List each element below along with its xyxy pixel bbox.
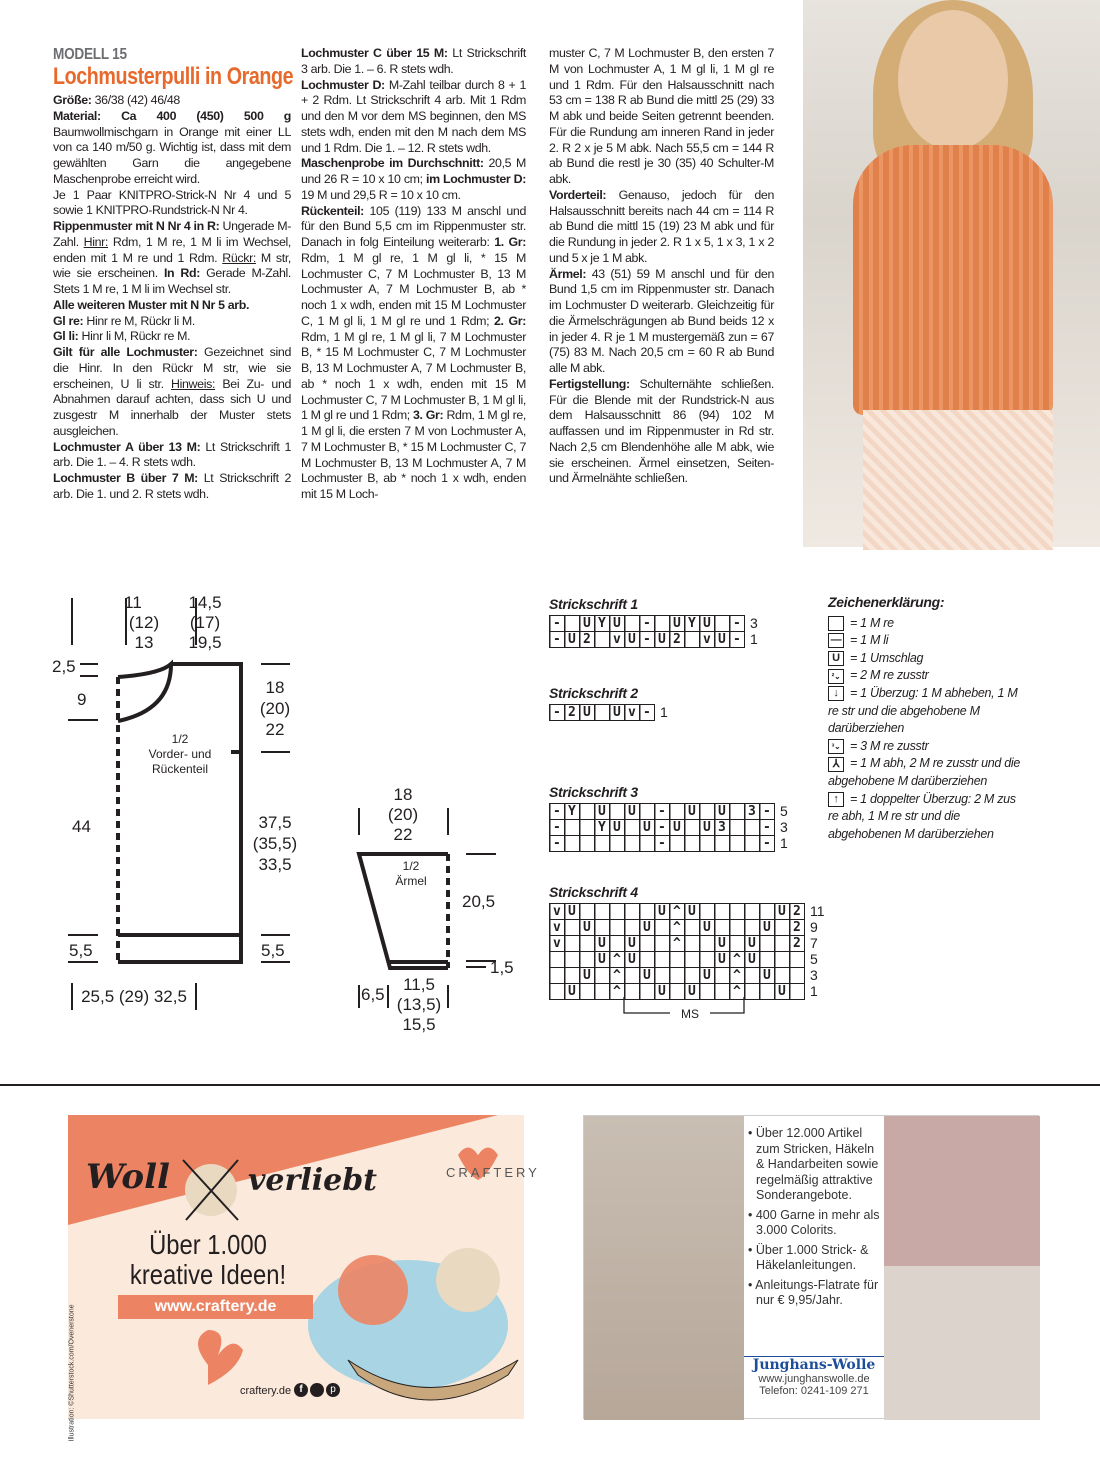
legend-text: = 1 M abh, 2 M re zusstr und die abgehobene M darüberziehen (828, 756, 1021, 788)
knitting-chart-row: -Y U U - U U 3- (549, 803, 775, 819)
rib-left: 5,5 (69, 941, 93, 960)
paragraph-text: Lt Strickschrift 2 arb. Die 1. und 2. R stets wdh. (53, 471, 292, 501)
armhole-3: 22 (265, 720, 285, 739)
sleeve-label-2: Ärmel (395, 874, 427, 888)
model-number: MODELL 15 (53, 46, 127, 63)
knitting-chart-row: -U2 vU-U2 vU- (549, 631, 745, 648)
paragraph-text: Hinweis: (171, 376, 216, 391)
knitting-chart-row: v U U ^ U U 2 (549, 935, 805, 951)
paragraph-heading: Lochmuster D: (301, 77, 385, 92)
legend-item (828, 650, 1028, 668)
side-length-1: 37,5 (258, 813, 292, 832)
paragraph (549, 46, 774, 188)
paragraph (53, 345, 291, 440)
paragraph-heading: In Rd: (163, 266, 200, 281)
paragraph-text: Schulternähte schließen. Für die Blende mit der Rundstrick-N aus dem Halsausschnitt 86 (94) 102 M auffassen und im Rippenmuster in Rd str. Nach 2,5 cm Blendenhöhe alle M abk, wie sie erscheinen. Ärmel einsetzen, Seiten- und Ärmelnähte schließen. (549, 376, 774, 486)
legend-item (828, 755, 1028, 790)
ad-photo-knitting (884, 1116, 1040, 1266)
shoulder-width-1: 11 (124, 593, 142, 612)
legend-item (828, 791, 1028, 844)
legend-title: Zeichenerklärung: (828, 594, 945, 610)
side-length-2: (35,5) (252, 834, 298, 853)
legend-symbol-icon: ⅄ (828, 757, 844, 772)
sleeve-rib: 1,5 (490, 958, 514, 977)
paragraph-text: Baumwollmischgarn in Orange mit einer LL von ca 140 m/50 g. Wichtig ist, dass mit dem gewählten Garn die angegebene Maschenprobe erreicht wird. (53, 124, 291, 186)
ad-bullet: • Anleitungs-Flatrate für nur € 9,95/Jahr. (748, 1277, 879, 1307)
piece-label-1: 1/2 (171, 732, 189, 746)
paragraph-text: Ungerade M-Zahl. (53, 219, 292, 249)
legend-item (828, 615, 1028, 633)
ad-url-link[interactable]: www.craftery.de (118, 1295, 313, 1319)
paragraph-heading: Fertigstellung: (549, 376, 630, 391)
paragraph-heading: 2. Gr: (494, 313, 527, 328)
pinterest-icon[interactable]: p (326, 1383, 340, 1397)
chart-title: Strickschrift 3 (549, 784, 638, 800)
sleeve-top-1: 18 (393, 785, 413, 804)
legend-text: = 1 M re (850, 615, 894, 630)
model-photo (803, 0, 1100, 547)
legend-text: = 1 Überzug: 1 M abheben, 1 M re str und die abgehobene M darüberziehen (828, 685, 1018, 736)
paragraph-text: Lt Strickschrift 3 arb. Die 1. – 6. R stets wdh. (301, 46, 527, 76)
sleeve-top-3: 22 (393, 825, 413, 844)
knitting-chart-row: -2U Uv- (549, 704, 655, 721)
paragraph-text: Hinr re M, Rückr li M. (86, 313, 195, 328)
paragraph-text: 36/38 (42) 46/48 (94, 93, 180, 107)
pattern-title: Lochmusterpulli in Orange (53, 63, 294, 90)
paragraph (53, 109, 291, 188)
sleeve-bottom-1: 11,5 (403, 975, 435, 994)
page-divider (0, 1084, 1100, 1086)
row-number: 11 (810, 903, 825, 919)
body-length: 44 (72, 817, 91, 836)
knitting-chart-row: - YU U-U U3 - (549, 819, 775, 835)
symbol-legend (828, 594, 1028, 843)
ad-headline-verliebt: verliebt (248, 1163, 378, 1198)
paragraph-text: Genauso, jedoch für den Halsausschnitt bereits nach 44 cm = 114 R ab Bund die mittl 15 (19) 23 M abk und für die Rundung in jeder 2. R 1 x 5, 1 x 3, 1 x 2 und 5 x je 1 M abk. (549, 187, 775, 265)
paragraph-text: 20,5 M und 26 R = 10 x 10 cm; (301, 156, 526, 186)
knitting-chart-row: - UYU - UYU - (549, 615, 745, 631)
row-number: 3 (810, 967, 818, 983)
paragraph-heading: Rippenmuster mit N Nr 4 in R: (53, 219, 220, 233)
paragraph-heading: Maschenprobe im Durchschnitt: (301, 156, 484, 171)
legend-symbol-icon: ↓ (828, 686, 844, 701)
paragraph-heading: Alle weiteren Muster mit N Nr 5 arb. (53, 297, 250, 312)
legend-text: = 1 M li (850, 633, 889, 648)
paragraph-heading: Größe: (53, 93, 92, 107)
legend-text: = 2 M re zusstr (850, 668, 929, 683)
ad-headline-woll: Woll (86, 1157, 170, 1197)
paragraph-text: 105 (119) 133 M anschl und für den Bund 5,5 cm im Rippenmuster str. Danach in folg Einteilung weiterarb: (301, 203, 526, 249)
row-number: 5 (780, 803, 788, 819)
legend-symbol-icon: U (828, 651, 844, 666)
row-number: 1 (810, 983, 818, 999)
neck-width-2: (17) (189, 613, 221, 632)
paragraph (53, 298, 291, 314)
paragraph (53, 471, 291, 503)
ad-footer-url[interactable]: craftery.de (240, 1385, 292, 1397)
facebook-icon[interactable]: f (294, 1383, 308, 1397)
paragraph-text: Rdm, 1 M re, 1 M li im Wechsel, enden mit 1 M re und 1 Rdm. (53, 234, 292, 265)
paragraph-text: Rückr: (222, 250, 256, 265)
heart-icon (198, 1330, 243, 1385)
paragraph-heading: Ärmel: (549, 266, 587, 281)
paragraph (53, 440, 291, 472)
sleeve-bottom-2: (13,5) (396, 995, 442, 1014)
chart-title: Strickschrift 2 (549, 685, 638, 701)
knitting-chart-row: - - - (549, 835, 775, 852)
junghans-logo: Junghans-Wolle (744, 1356, 884, 1373)
legend-symbol-icon: — (828, 633, 844, 648)
row-number: 1 (660, 704, 668, 720)
paragraph (549, 188, 774, 267)
ad-photo-yarn (884, 1266, 1040, 1420)
illustration-credit: Illustration: ©Shutterstock.com/Ovenerstone (68, 1304, 76, 1442)
paragraph (301, 46, 526, 78)
neck-depth-back: 2,5 (52, 657, 76, 676)
neck-width-1: 14,5 (188, 593, 222, 612)
junghans-wolle-ad[interactable] (583, 1115, 1039, 1419)
neck-depth-front: 9 (77, 690, 87, 709)
chart-title: Strickschrift 1 (549, 596, 638, 612)
row-number: 1 (780, 835, 788, 851)
paragraph (549, 377, 774, 487)
paragraph-text: Je 1 Paar KNITPRO-Strick-N Nr 4 und 5 sowie 1 KNITPRO-Rundstrick-N Nr 4. (53, 187, 291, 218)
paragraph-text: Gezeichnet sind die Hinr. In den Rückr M str, wie sie erscheinen, U li str. (53, 345, 292, 391)
paragraph-heading: Gl re: (53, 313, 84, 328)
paragraph-text: Hinr li M, Rückr re M. (81, 329, 191, 344)
paragraph-text: Rdm, 1 M gl re, 1 M gl li, * 15 M Lochmuster C, 7 M Lochmuster B, 13 M Lochmuster A, 7 M Lochmuster B, ab * noch 1 x wdh, enden mit 15 M Lochmuster C, 1 M gl li, 1 M gl re und 1 Rdm; (301, 250, 526, 328)
legend-symbol-icon (828, 616, 844, 631)
instagram-icon[interactable] (310, 1383, 324, 1397)
paragraph-text: 19 M und 29,5 R = 10 x 10 cm. (301, 187, 461, 202)
paragraph (53, 219, 291, 298)
paragraph-text: Lt Strickschrift 1 arb. Die 1. – 4. R stets wdh. (53, 439, 291, 470)
pattern-repeat-bracket (620, 997, 770, 1027)
body-width: 25,5 (29) 32,5 (81, 987, 187, 1006)
knitting-chart-row: U ^ U U ^ U (549, 983, 805, 1000)
body-schematic (45, 590, 298, 1020)
shoulder-width-3: 13 (134, 633, 154, 652)
paragraph-heading: Gilt für alle Lochmuster: (53, 345, 198, 359)
shoulder-width-2: (12) (128, 613, 160, 632)
side-length-3: 33,5 (258, 855, 292, 874)
paragraph (301, 204, 526, 503)
junghans-phone: Telefon: 0241-109 271 (759, 1385, 869, 1397)
ad-bullet: • Über 1.000 Strick- & Häkelanleitungen. (748, 1242, 869, 1272)
legend-text: = 1 Umschlag (850, 650, 924, 665)
legend-item (828, 667, 1028, 685)
chart-title: Strickschrift 4 (549, 884, 638, 900)
armhole-2: (20) (259, 699, 291, 718)
text-column-3 (549, 46, 774, 487)
legend-symbol-icon: ³⌄ (828, 739, 844, 754)
ad-claim-2: kreative Ideen! (129, 1259, 287, 1290)
knitting-chart-row: vU U^U U2 (549, 903, 805, 919)
sleeve-top-2: (20) (387, 805, 419, 824)
paragraph (301, 78, 526, 157)
pattern-repeat-label: MS (681, 1007, 699, 1021)
piece-label-3: Rückenteil (151, 762, 209, 776)
sleeve-schematic (345, 780, 525, 1040)
sleeve-label-1: 1/2 (402, 859, 420, 873)
row-number: 7 (810, 935, 818, 951)
paragraph-heading: Gl li: (53, 329, 79, 344)
paragraph-text: Hinr: (83, 234, 109, 249)
legend-symbol-icon: ↑ (828, 792, 844, 807)
armhole-1: 18 (265, 678, 285, 697)
sleeve-offset: 6,5 (361, 985, 385, 1004)
row-number: 3 (750, 615, 758, 631)
row-number: 5 (810, 951, 818, 967)
paragraph-heading: Lochmuster B über 7 M: (53, 471, 198, 485)
paragraph-heading: Material: Ca 400 (450) 500 g (53, 108, 291, 123)
craftery-ad[interactable] (68, 1115, 540, 1442)
paragraph-heading: 1. Gr: (494, 235, 527, 249)
paragraph-heading: Lochmuster C über 15 M: (301, 46, 448, 60)
paragraph-heading: 3. Gr: (413, 408, 444, 423)
piece-label-2: Vorder- und (148, 747, 212, 761)
paragraph (549, 267, 774, 377)
paragraph-text: M str, wie sie erscheinen. (53, 250, 291, 281)
text-column-2 (301, 46, 526, 503)
paragraph-text: muster C, 7 M Lochmuster B, den ersten 7 M von Lochmuster A, 1 M gl li, 1 M gl re und 1 Rdm. Für den Halsausschnitt nach 53 cm = 138 R ab Bund die mittl 25 (29) 33 M abk und beide Seiten getrennt beenden. Für die Rundung am inneren Rand in jeder 2. R 2 x je 5 M abk. Nach 55,5 cm = 144 R ab Bund die restl je 30 (35) 40 Schulter-M abk. (549, 46, 774, 186)
junghans-url[interactable]: www.junghanswolle.de (758, 1373, 870, 1385)
paragraph-heading: Vorderteil: (549, 187, 607, 202)
paragraph-text: 43 (51) 59 M anschl und für den Bund 1,5 cm im Rippenmuster str. Danach im Lochmuster D weiterarb. Gleichzeitig für die Ärmelschrägungen ab Bund beids 12 x in jeder 4. R je 1 M mustergemäß zun = 67 (75) 83 M. Nach 20,5 cm = 60 R ab Bund alle M abk. (549, 266, 775, 375)
legend-item (828, 738, 1028, 756)
paragraph-text: Bei Zu- und Abnahmen darauf achten, dass sich U und zusgestr M innerhalb der Muster stets ausgleichen. (53, 376, 292, 438)
legend-symbol-icon: ²⌄ (828, 669, 844, 684)
paragraph (53, 188, 291, 220)
knitting-chart-row: U^U U^U (549, 951, 805, 967)
knitting-chart-row: U ^ U U ^ U (549, 967, 805, 983)
paragraph-heading: Rückenteil: (301, 203, 364, 218)
knitting-chart-row: v U U ^ U U 2 (549, 919, 805, 935)
paragraph-text: Rdm, 1 M gl re, 1 M gl li, die ersten 7 M von Lochmuster A, 7 M Lochmuster B, * 15 M Lochmuster C, 7 M Lochmuster B, 13 M Lochmuster A, 7 M Lochmuster B, ab * noch 1 x wdh, enden mit 15 M Loch- (301, 408, 526, 501)
paragraph-heading: im Lochmuster D: (425, 172, 526, 186)
paragraph (53, 329, 291, 345)
ad-claim-1: Über 1.000 (149, 1229, 267, 1260)
paragraph (301, 156, 526, 203)
legend-item (828, 685, 1028, 738)
legend-item (828, 632, 1028, 650)
row-number: 1 (750, 631, 758, 647)
paragraph (53, 314, 291, 330)
row-number: 9 (810, 919, 818, 935)
legend-text: = 3 M re zusstr (850, 738, 929, 753)
paragraph-text: M-Zahl teilbar durch 8 + 1 + 2 Rdm. Lt Strickschrift 4 arb. Mit 1 Rdm und den M vor dem MS beginnen, den MS stets wdh, enden mit den M nach dem MS und 1 Rdm. Die 1. – 12. R stets wdh. (301, 77, 526, 155)
paragraph-heading: Lochmuster A über 13 M: (53, 439, 201, 454)
ad-bullet: • Über 12.000 Artikel zum Stricken, Häkeln & Handarbeiten sowie regelmäßig attraktive Sonderangebote. (748, 1126, 879, 1202)
legend-text: = 1 doppelter Überzug: 2 M zus re abh, 1 M re str und die abgehobenen M darüberziehen (828, 791, 1016, 841)
paragraph-text: Rdm, 1 M gl re, 1 M gl li, 7 M Lochmuster B, * 15 M Lochmuster C, 7 M Lochmuster B, 13 M Lochmuster A, 7 M Lochmuster B, ab * noch 1 x wdh, enden mit 15 M Lochmuster C, 7 M Lochmuster B, 1 M gl li, 1 M gl re und 1 Rdm; (301, 329, 526, 423)
sleeve-length: 20,5 (462, 892, 496, 911)
paragraph (53, 93, 291, 109)
rib-right: 5,5 (261, 941, 285, 960)
neck-width-3: 19,5 (188, 633, 222, 652)
paragraph-text: Gerade M-Zahl. Stets 1 M re, 1 M li im Wechsel str. (53, 266, 292, 296)
craftery-logo: CRAFTERY (446, 1165, 540, 1180)
ad-photo-woman (584, 1116, 744, 1420)
text-column-1 (53, 46, 294, 503)
sleeve-bottom-3: 15,5 (402, 1015, 436, 1034)
row-number: 3 (780, 819, 788, 835)
ad-bullet: • 400 Garne in mehr als 3.000 Colorits. (748, 1207, 880, 1237)
